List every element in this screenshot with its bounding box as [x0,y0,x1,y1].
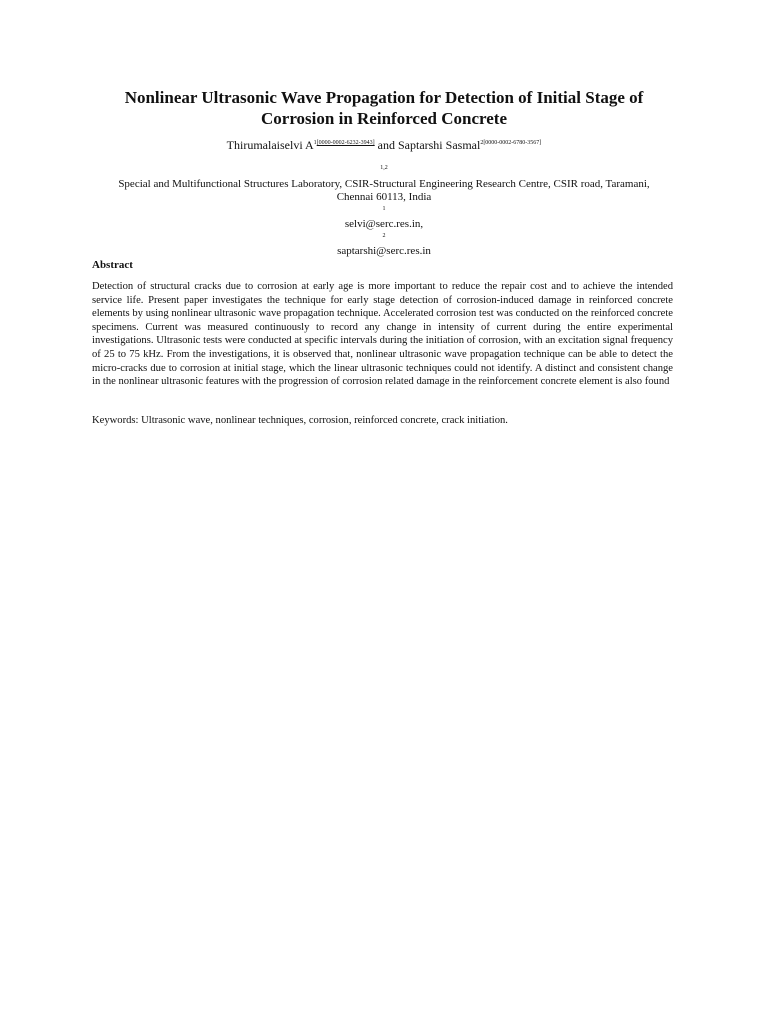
author-list [60,137,708,153]
author-conjunction: and [374,138,398,152]
affiliation-line-1 [60,164,708,191]
author-1-orcid-link[interactable]: [0000-0002-6232-3943] [316,140,375,146]
email-line [60,205,708,259]
affiliation-block [60,164,708,259]
email-2[interactable]: saptarshi@serc.res.in [337,245,431,257]
author-2-orcid: [0000-0002-6780-3567] [483,140,542,146]
abstract-body: Detection of structural cracks due to corrosion at early age is more important to reduce the repair cost and to achieve the intended service life. Present paper investigates the technique for early stage detection of corrosion-induced damage in reinforced concrete elements by using nonlinear ultrasonic wave propagation technique. Accelerated corrosion test was conducted on the reinforced concrete specimens. Current was measured continuously to record any change in intensity of current during the entire experimental investigations. Ultrasonic tests were conducted at specific intervals during the initiation of corrosion, with an excitation signal frequency of 25 to 75 kHz. From the investigations, it is observed that, nonlinear ultrasonic wave propagation technique can be able to detect the micro-cracks due to corrosion at initial stage, which the linear ultrasonic techniques could not identify. A distinct and consistent change in the nonlinear ultrasonic features with the progression of corrosion related damage in the reinforcement concrete element is also found [92,281,673,388]
keywords-line: Keywords: Ultrasonic wave, nonlinear techniques, corrosion, reinforced concrete, crack initiation. [92,415,508,426]
author-2-name: Saptarshi Sasmal [397,138,481,152]
abstract-heading: Abstract [92,259,133,271]
title-line-1: Nonlinear Ultrasonic Wave Propagation for Detection of Initial Stage of [124,88,644,107]
affiliation-line-2: Chennai 60113, India [336,191,432,203]
author-2-superscript [480,140,541,146]
email-1-superscript: 1 [382,205,386,212]
author-1-affil-number: 1 [313,140,317,146]
author-1-superscript [314,140,375,146]
email-1[interactable]: selvi@serc.res.in, [344,218,424,230]
title-line-2: Corrosion in Reinforced Concrete [261,109,507,128]
author-2-affil-number: 2 [480,140,484,146]
email-2-superscript: 2 [382,232,386,239]
author-1-name: Thirumalaiselvi A [226,138,314,152]
paper-title [60,87,708,129]
affiliation-superscript: 1,2 [380,165,388,171]
affiliation-text: Special and Multifunctional Structures Laboratory, CSIR-Structural Engineering Research Centre, CSIR road, Taramani, [118,177,650,190]
